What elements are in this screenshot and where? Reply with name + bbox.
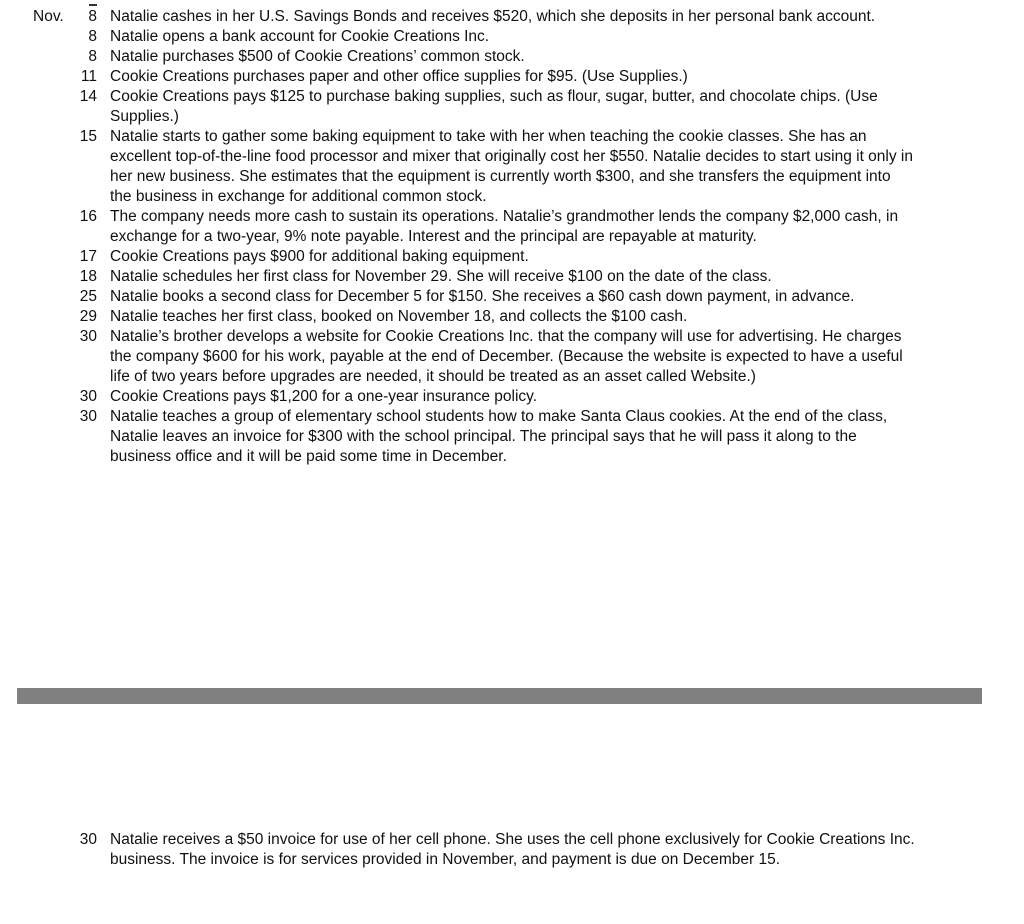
transaction-entry xyxy=(0,27,1024,47)
transaction-entry xyxy=(0,127,1024,207)
section-divider xyxy=(17,688,982,704)
transaction-entry xyxy=(0,67,1024,87)
entry-day: 16 xyxy=(79,208,97,225)
entry-day: 8 xyxy=(88,8,97,25)
entry-day: 8 xyxy=(88,28,97,45)
entry-day: 17 xyxy=(79,248,97,265)
transaction-entry xyxy=(0,47,1024,67)
transaction-entry xyxy=(0,207,1024,247)
transaction-entry xyxy=(0,307,1024,327)
entry-day: 14 xyxy=(79,88,97,105)
transaction-list xyxy=(0,7,1024,467)
entry-text: Natalie purchases $500 of Cookie Creations’ common stock. xyxy=(110,48,525,65)
continued-transaction-list xyxy=(0,830,1024,870)
transaction-entry xyxy=(0,387,1024,407)
overline-mark xyxy=(89,4,97,6)
entry-text: Natalie teaches a group of elementary school students how to make Santa Claus cookies. At the end of the class, Natalie leaves an invoice for $300 with the school principal. The principal says that he will pass it along to the business office and it will be paid some time in December. xyxy=(110,408,888,465)
entry-text: Natalie receives a $50 invoice for use of her cell phone. She uses the cell phone exclusively for Cookie Creations Inc. business. The invoice is for services provided in November, and payment is due on December 15. xyxy=(110,831,915,868)
entry-day: 29 xyxy=(79,308,97,325)
entry-day: 18 xyxy=(79,268,97,285)
entry-text: Natalie’s brother develops a website for Cookie Creations Inc. that the company will use for advertising. He charges the company $600 for his work, payable at the end of December. (Because the website is expected to have a useful life of two years before upgrades are needed, it should be treated as an asset called Website.) xyxy=(110,328,903,385)
entry-day: 30 xyxy=(79,328,97,345)
transaction-entry xyxy=(0,830,1024,870)
entry-day: 11 xyxy=(80,68,97,85)
entry-text: Natalie teaches her first class, booked on November 18, and collects the $100 cash. xyxy=(110,308,688,325)
transaction-entry xyxy=(0,87,1024,127)
entry-text: Natalie starts to gather some baking equipment to take with her when teaching the cookie classes. She has an excellent top-of-the-line food processor and mixer that originally cost her $550. Natalie decides to start using it only in her new business. She estimates that the equipment is currently worth $300, and she transfers the equipment into the business in exchange for additional common stock. xyxy=(110,128,913,205)
month-label: Nov. xyxy=(33,8,64,25)
entry-text: Cookie Creations pays $900 for additional baking equipment. xyxy=(110,248,529,265)
entry-text: The company needs more cash to sustain its operations. Natalie’s grandmother lends the company $2,000 cash, in exchange for a two-year, 9% note payable. Interest and the principal are repayable at maturity. xyxy=(110,208,899,245)
entry-text: Cookie Creations pays $1,200 for a one-year insurance policy. xyxy=(110,388,538,405)
transaction-entry xyxy=(0,287,1024,307)
transaction-entry xyxy=(0,267,1024,287)
entry-text: Cookie Creations pays $125 to purchase baking supplies, such as flour, sugar, butter, and chocolate chips. (Use Supplies.) xyxy=(110,88,878,125)
entry-text: Natalie opens a bank account for Cookie Creations Inc. xyxy=(110,28,490,45)
entry-day: 30 xyxy=(79,408,97,425)
entry-day: 30 xyxy=(79,831,97,848)
entry-day: 25 xyxy=(79,288,97,305)
entry-text: Natalie cashes in her U.S. Savings Bonds and receives $520, which she deposits in her personal bank account. xyxy=(110,8,876,25)
entry-day: 30 xyxy=(79,388,97,405)
transaction-entry xyxy=(0,327,1024,387)
entry-text: Natalie schedules her first class for November 29. She will receive $100 on the date of the class. xyxy=(110,268,772,285)
entry-day: 8 xyxy=(88,48,97,65)
transaction-entry xyxy=(0,7,1024,27)
transaction-entry xyxy=(0,247,1024,267)
entry-day: 15 xyxy=(79,128,97,145)
entry-text: Natalie books a second class for December 5 for $150. She receives a $60 cash down payment, in advance. xyxy=(110,288,855,305)
entry-text: Cookie Creations purchases paper and other office supplies for $95. (Use Supplies.) xyxy=(110,68,688,85)
transaction-entry xyxy=(0,407,1024,467)
